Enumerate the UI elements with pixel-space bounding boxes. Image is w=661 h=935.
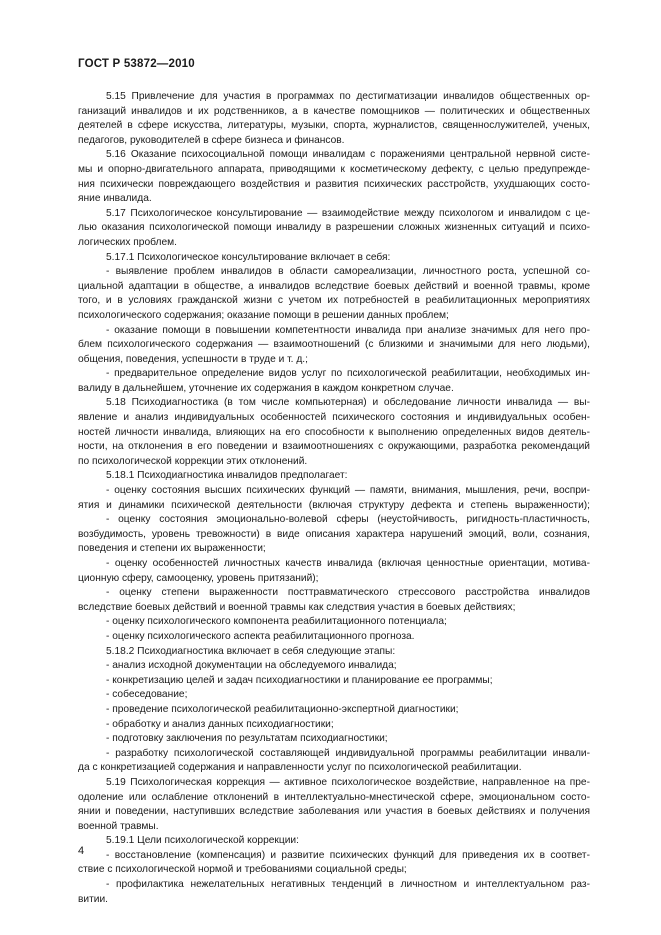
text-line: - обработку и анализ данных психодиагностики; bbox=[106, 718, 334, 730]
text-line: 5.18 Психодиагностика (в том числе компьютерная) и обследование личности инвалида — вы- bbox=[106, 397, 590, 409]
document-body bbox=[78, 90, 590, 907]
text-line: 5.15 Привлечение для участия в программах по дестигматизации инвалидов общественных ор- bbox=[106, 91, 590, 102]
text-line: 5.16 Оказание психосоциальной помощи инвалидам с поражениями центральной нервной систе- bbox=[106, 149, 590, 161]
text-line: - собеседование; bbox=[106, 689, 188, 701]
text-line: ствие с психологической нормой и требованиями социальной среды; bbox=[78, 864, 407, 876]
text-line: ности, на отклонения в его поведении и взаимоотношениях с окружающими, разработка рекомендаций bbox=[78, 441, 590, 453]
text-line: - предварительное определение видов услуг по психологической реабилитации, необходимых ин- bbox=[106, 368, 590, 380]
text-line: того, и в условиях гражданской жизни с учетом их потребностей в реабилитационных мероприятиях bbox=[78, 295, 590, 307]
document-header: ГОСТ Р 53872—2010 bbox=[78, 58, 195, 70]
text-line: - профилактика нежелательных негативных тенденций в личностном и интеллектуальном раз- bbox=[106, 879, 590, 891]
text-line: вследствие боевых действий и военной травмы как следствия участия в боевых действиях; bbox=[78, 601, 516, 613]
text-line: ганизаций инвалидов и их родственников, а в качестве помощников — политических и общественных bbox=[78, 105, 590, 117]
text-line: явление и анализ индивидуальных особенностей психического состояния и индивидуальных особен- bbox=[78, 412, 590, 424]
text-line: циальной адаптации в обществе, а инвалидов вследствие боевых действий и военной травмы, кроме bbox=[78, 280, 590, 292]
text-line: - оценку психологического компонента реабилитационного потенциала; bbox=[106, 616, 447, 628]
text-line: - восстановление (компенсация) и развитие психических функций для приведения их в соответ- bbox=[106, 849, 590, 861]
text-line: 5.17 Психологическое консультирование — взаимодействие между психологом и инвалидом с це- bbox=[106, 207, 590, 219]
text-line: возбудимость, уровень тревожности) в виде описания характера нарушений эмоций, воли, сознания, bbox=[78, 528, 590, 540]
text-line: лью оказания психологической помощи инвалиду в разрешении сложных жизненных ситуаций и психо- bbox=[78, 222, 590, 234]
text-line: янии и поведении, наступивших вследствие заболевания или участия в боевых действиях и получения bbox=[78, 806, 590, 818]
text-line: ционную сферу, самооценку, уровень притязаний); bbox=[78, 572, 319, 584]
text-line: - оценку психологического аспекта реабилитационного прогноза. bbox=[106, 630, 415, 642]
text-line: общения, поведения, успешности в труде и т. д.; bbox=[78, 353, 308, 365]
text-line: - разработку психологической составляющей индивидуальной программы реабилитации инвали- bbox=[106, 747, 590, 759]
text-line: мы и опорно-двигательного аппарата, приводящими к косметическому дефекту, с целью предупрежде- bbox=[78, 163, 590, 175]
text-line: поведения и степени их выраженности; bbox=[78, 543, 266, 555]
text-line: педагогов, руководителей в сфере бизнеса и финансов. bbox=[78, 134, 345, 146]
text-line: логических проблем. bbox=[78, 236, 177, 248]
text-line: - конкретизацию целей и задач психодиагностики и планирование ее программы; bbox=[106, 674, 493, 686]
text-line: одоление или ослабление отклонений в интеллектуально-мнестической сфере, эмоциональном состо- bbox=[78, 791, 590, 803]
text-line: 5.19 Психологическая коррекция — активное психологическое воздействие, направленное на пре- bbox=[106, 776, 590, 788]
text-line: - оценку состояния эмоционально-волевой сферы (неустойчивость, ригидность-пластичность, bbox=[106, 514, 590, 526]
text-line: 5.18.1 Психодиагностика инвалидов предполагает: bbox=[106, 470, 348, 482]
text-line: ностей личности инвалида, влияющих на его способности к выполнению определенных видов деятель- bbox=[78, 426, 590, 438]
text-line: - оказание помощи в повышении компетентности инвалида при анализе значимых для него про- bbox=[106, 324, 590, 336]
text-line: ятия и динамики психической деятельности (включая структуру дефекта и степень выраженности); bbox=[78, 499, 590, 511]
page-number: 4 bbox=[78, 845, 85, 857]
text-line: военной травмы. bbox=[78, 820, 159, 832]
text-line: яние инвалида. bbox=[78, 193, 152, 205]
text-line: витии. bbox=[78, 893, 108, 905]
text-line: психологического содержания; оказание помощи в решении данных проблем; bbox=[78, 309, 449, 321]
text-line: - проведение психологической реабилитационно-экспертной диагностики; bbox=[106, 703, 459, 715]
text-line: 5.18.2 Психодиагностика включает в себя следующие этапы: bbox=[106, 645, 396, 657]
text-line: деятелей в сфере искусства, литературы, музыки, спорта, журналистов, священнослужителей, ученых, bbox=[78, 120, 590, 132]
text-line: - оценку особенностей личностных качеств инвалида (включая ценностные ориентации, мотива- bbox=[106, 558, 590, 569]
text-line: ния психически повреждающего воздействия и развития психических расстройств, ухудшающих состо- bbox=[78, 178, 590, 190]
text-line: - оценку состояния высших психических функций — памяти, внимания, мышления, речи, воспри- bbox=[106, 485, 590, 497]
text-line: 5.19.1 Цели психологической коррекции: bbox=[106, 835, 299, 847]
text-line: блем психологического содержания — взаимоотношений (с близкими и значимыми для него людьми), bbox=[78, 339, 590, 351]
text-line: - оценку степени выраженности посттравматического стрессового расстройства инвалидов bbox=[106, 587, 590, 599]
text-line: - анализ исходной документации на обследуемого инвалида; bbox=[106, 660, 397, 672]
text-line: да с конкретизацией содержания и направленности услуг по психологической реабилитации. bbox=[78, 762, 522, 774]
text-line: - подготовку заключения по результатам психодиагностики; bbox=[106, 733, 388, 745]
text-line: - выявление проблем инвалидов в области самореализации, личностного роста, успешной со- bbox=[106, 266, 590, 278]
text-line: валиду в дальнейшем, уточнение их содержания в каждом конкретном случае. bbox=[78, 382, 454, 394]
text-line: 5.17.1 Психологическое консультирование включает в себя: bbox=[106, 251, 391, 263]
text-line: по психологической коррекции этих отклонений. bbox=[78, 455, 308, 467]
